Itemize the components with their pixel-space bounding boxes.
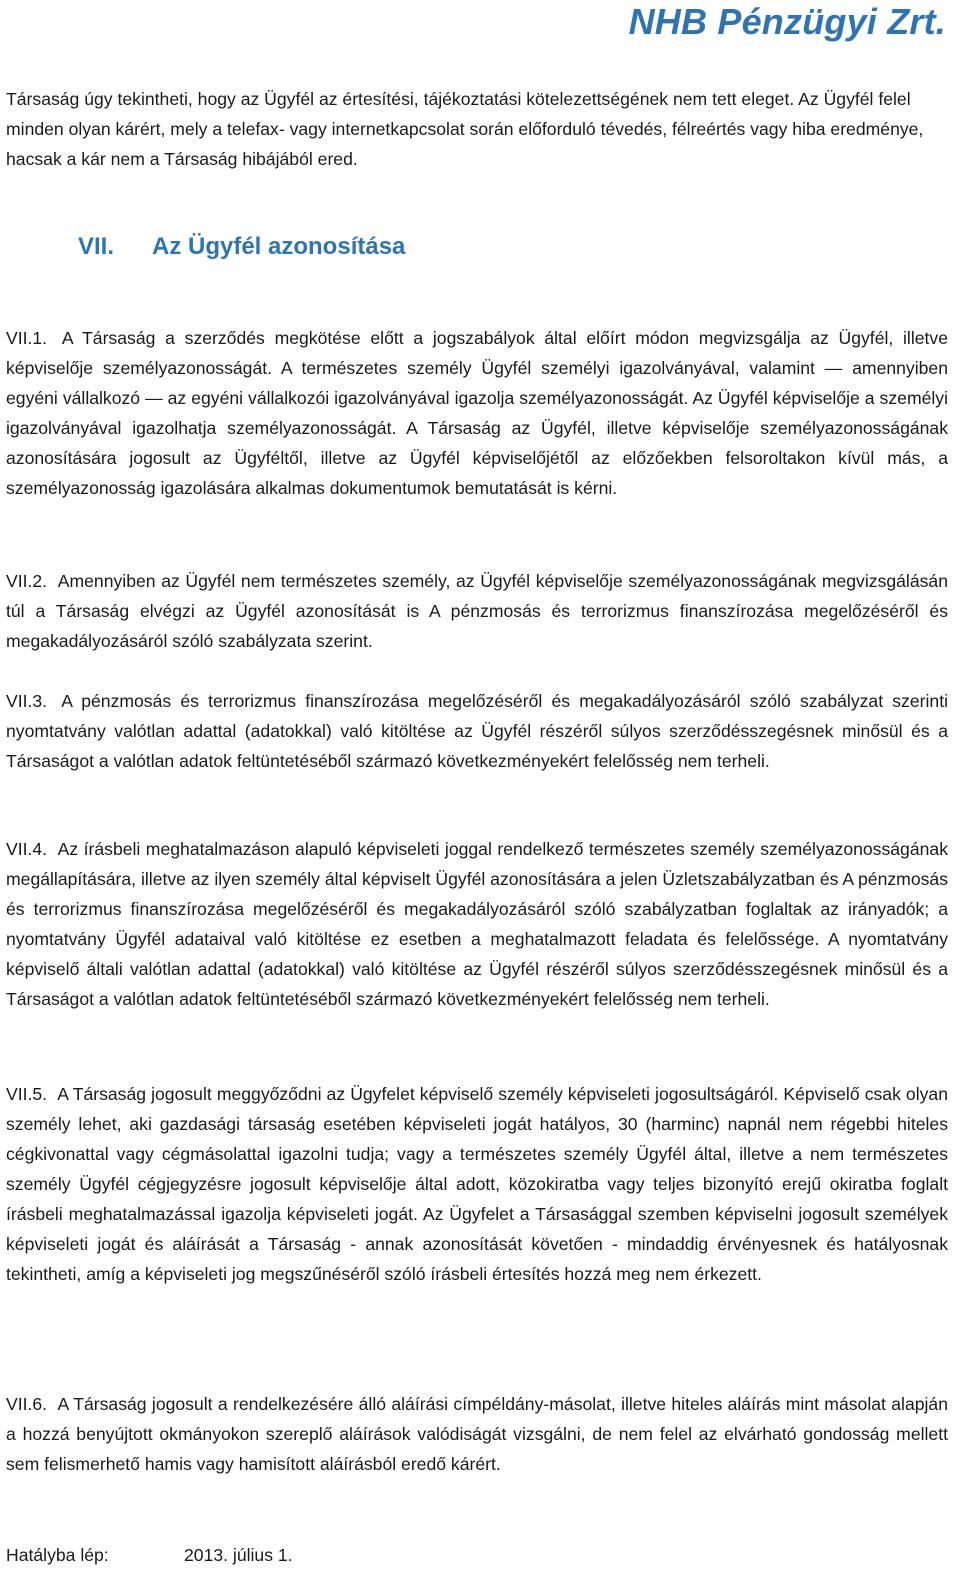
- paragraph-number: VII.4.: [6, 839, 48, 859]
- paragraph-vii-3: [6, 686, 948, 776]
- effective-date-line: [6, 1540, 293, 1570]
- section-number: VII.: [78, 233, 115, 260]
- paragraph-text: A pénzmosás és terrorizmus finanszírozása megelőzéséről és megakadályozásáról szóló szabályzat szerinti nyomtatvány valótlan adattal (adatokkal) való kitöltése az Ügyfél részéről súlyos szerződésszegésnek minősül és a Társaságot a valótlan adatok feltüntetéséből származó következményekért felelősség nem terheli.: [6, 691, 948, 771]
- section-heading: [78, 229, 405, 265]
- intro-paragraph: Társaság úgy tekintheti, hogy az Ügyfél az értesítési, tájékoztatási kötelezettségének nem tett eleget. Az Ügyfél felel minden olyan kárért, mely a telefax- vagy internetkapcsolat során előforduló tévedés, félreértés vagy hiba eredménye, hacsak a kár nem a Társaság hibájából ered.: [6, 89, 924, 169]
- paragraph-vii-5: [6, 1079, 948, 1289]
- paragraph-number: VII.1.: [6, 328, 48, 348]
- paragraph-number: VII.6.: [6, 1394, 48, 1414]
- section-title: Az Ügyfél azonosítása: [152, 233, 406, 260]
- effective-date-value: 2013. július 1.: [184, 1545, 293, 1565]
- effective-date-label: Hatályba lép:: [6, 1545, 109, 1565]
- paragraph-vii-4: [6, 834, 948, 1014]
- paragraph-number: VII.2.: [6, 571, 48, 591]
- header-brand: NHB Pénzügyi Zrt.: [628, 1, 946, 42]
- paragraph-vii-2: [6, 566, 948, 656]
- paragraph-text: A Társaság a szerződés megkötése előtt a jogszabályok által előírt módon megvizsgálja az Ügyfél, illetve képviselője személyazonosságát. A természetes személy Ügyfél személyi igazolványával, valamint — amennyiben egyéni vállalkozó — az egyéni vállalkozói igazolványával igazolja személyazonosságát. Az Ügyfél képviselője a személyi igazolványával igazolhatja személyazonosságát. A Társaság az Ügyfél, illetve képviselője személyazonosságának azonosítására jogosult az Ügyféltől, illetve az Ügyfél képviselőjétől az előzőekben felsoroltakon kívül más, a személyazonosság igazolására alkalmas dokumentumok bemutatását is kérni.: [6, 328, 948, 498]
- paragraph-text: Amennyiben az Ügyfél nem természetes személy, az Ügyfél képviselője személyazonosságának megvizsgálásán túl a Társaság elvégzi az Ügyfél azonosítását is A pénzmosás és terrorizmus finanszírozása megelőzéséről és megakadályozásáról szóló szabályzata szerint.: [6, 571, 948, 651]
- paragraph-text: A Társaság jogosult meggyőződni az Ügyfelet képviselő személy képviseleti jogosultságáról. Képviselő csak olyan személy lehet, aki gazdasági társaság esetében képviseleti jogát hatályos, 30 (harminc) napnál nem régebbi hiteles cégkivonattal vagy cégmásolattal igazolni tudja; vagy a természetes személy Ügyfél által, illetve a nem természetes személy Ügyfél cégjegyzésre jogosult képviselője által adott, közokiratba vagy teljes bizonyító erejű okiratba foglalt írásbeli meghatalmazással igazolja képviseleti jogát. Az Ügyfelet a Társasággal szemben képviselni jogosult személyek képviseleti jogát és aláírását a Társaság - annak azonosítását követően - mindaddig érvényesnek és hatályosnak tekintheti, amíg a képviseleti jog megszűnéséről szóló írásbeli értesítés hozzá meg nem érkezett.: [6, 1084, 948, 1284]
- paragraph-number: VII.3.: [6, 691, 48, 711]
- paragraph-text: Az írásbeli meghatalmazáson alapuló képviseleti joggal rendelkező természetes személy személyazonosságának megállapítására, illetve az ilyen személy által képviselt Ügyfél azonosítására a jelen Üzletszabályzatban és A pénzmosás és terrorizmus finanszírozása megelőzéséről és megakadályozásáról szóló szabályzatban foglaltak az irányadók; a nyomtatvány Ügyfél adataival való kitöltése ez esetben a meghatalmazott feladata és felelőssége. A nyomtatvány képviselő általi valótlan adattal (adatokkal) való kitöltése az Ügyfél részéről súlyos szerződésszegésnek minősül és a Társaságot a valótlan adatok feltüntetéséből származó következményekért felelősség nem terheli.: [6, 839, 948, 1009]
- paragraph-vii-6: [6, 1389, 948, 1479]
- paragraph-vii-1: [6, 323, 948, 503]
- paragraph-text: A Társaság jogosult a rendelkezésére álló aláírási címpéldány-másolat, illetve hiteles aláírás mint másolat alapján a hozzá benyújtott okmányokon szereplő aláírások valódiságát vizsgálni, de nem felel az elvárható gondosság mellett sem felismerhető hamis vagy hamisított aláírásból eredő kárért.: [6, 1394, 948, 1474]
- paragraph-number: VII.5.: [6, 1084, 48, 1104]
